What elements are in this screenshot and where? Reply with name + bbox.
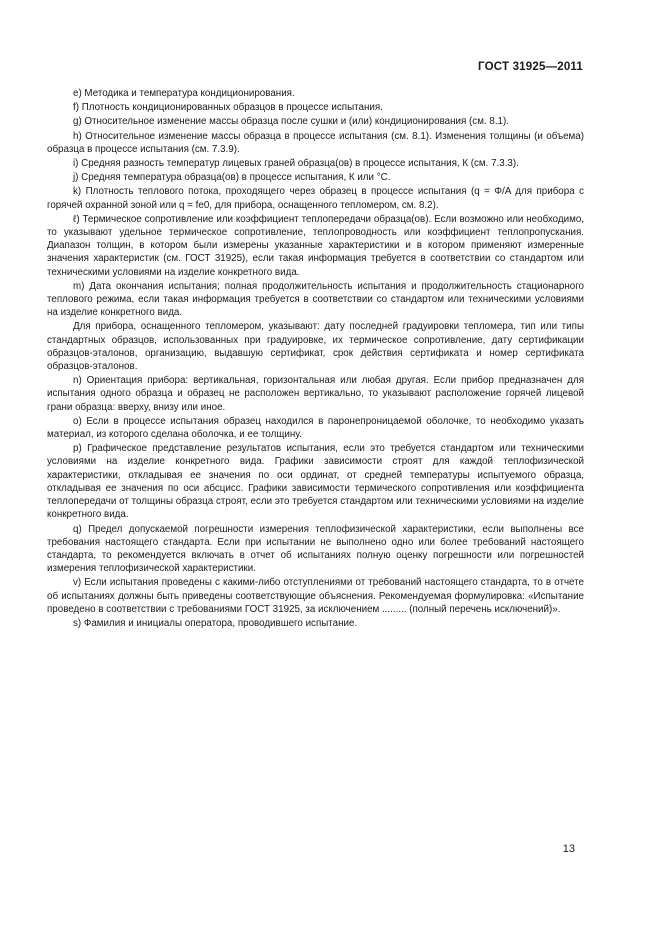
document-standard-header: ГОСТ 31925—2011 [478,61,583,73]
list-item-n: n) Ориентация прибора: вертикальная, горизонтальная или любая другая. Если прибор предназначен для испытания одного образца и образец не расположен вертикально, то указывают расположение горячей лицевой грани образца: вверху, внизу или иное. [47,375,584,413]
list-item-q: q) Предел допускаемой погрешности измерения теплофизической характеристики, если выполнены все требования настоящего стандарта. Если при испытании не выполнено одно или более требований настоящего стандарта, то рекомендуется включать в отчет об испытаниях полную оценку погрешности или погрешностей измерения теплофизической характеристики. [47,523,584,575]
list-item-h: h) Относительное изменение массы образца в процессе испытания (см. 8.1). Изменения толщины (и объема) образца в процессе испытания (см. 7.3.9). [47,130,584,155]
report-requirements-list [47,87,584,630]
list-item-f: f) Плотность кондиционированных образцов в процессе испытания. [73,102,383,114]
list-item-s: s) Фамилия и инициалы оператора, проводившего испытание. [73,617,358,629]
list-item-o: o) Если в процессе испытания образец находился в паронепроницаемой оболочке, то необходимо указать материал, из которого сделана оболочка, и ее толщину. [47,415,584,441]
list-item-k: k) Плотность теплового потока, проходящего через образец в процессе испытания (q = Φ/A для прибора с горячей охранной зоной или q = fe0, для прибора, оснащенного тепломером, см. 8.2). [47,186,584,211]
list-item-e: e) Методика и температура кондиционирования. [73,88,295,99]
list-item-m-continuation: Для прибора, оснащенного тепломером, указывают: дату последней градуировки тепломера, тип или типы стандартных образцов, использованных при градуировке, их термическое сопротивление, дату сертификации образцов-эталонов, организацию, выдавшую сертификат, срок действия сертификата и номер сертификата образцов-эталонов. [47,321,584,373]
list-item-p: p) Графическое представление результатов испытания, если это требуется стандартом или техническими условиями на изделие конкретного вида. Графики зависимости строят для каждой теплофизической характеристики, откладывая ее значения по оси ординат, от средней температуры испытуемого образца, откладывая ее значения по оси абсцисс. Графики зависимости термического сопротивления или коэффициента теплопередачи от толщины образца строят, если это требуется стандартом или техническими условиями на изделие конкретного вида. [47,443,584,521]
list-item-g: g) Относительное изменение массы образца после сушки и (или) кондиционирования (см. 8.1). [73,116,509,128]
list-item-j: j) Средняя температура образца(ов) в процессе испытания, К или °С. [73,172,391,184]
page-number: 13 [562,843,575,855]
list-item-m: m) Дата окончания испытания; полная продолжительность испытания и продолжительность стационарного теплового режима, если такая информация требуется в соответствии со стандартом или техническими условиями на изделие конкретного вида. [47,280,584,319]
list-item-i: i) Средняя разность температур лицевых граней образца(ов) в процессе испытания, К (см. 7.3.3). [73,158,519,170]
list-item-l: ℓ) Термическое сопротивление или коэффициент теплопередачи образца(ов). Если возможно или необходимо, то указывают удельное термическое сопротивление, теплопроводность или коэффициент теплопропускания. Диапазон толщин, в котором были измерены указанные характеристики и в котором применяют измеренные значения характеристик (см. ГОСТ 31925), если такая информация требуется в соответствии со стандартом или техническими условиями на изделие конкретного вида. [47,213,584,278]
list-item-v: v) Если испытания проведены с какими-либо отступлениями от требований настоящего стандарта, то в отчете об испытаниях должны быть приведены соответствующие объяснения. Рекомендуемая формулировка: «Испытание проведено в соответствии с требованиями ГОСТ 31925, за исключением ......... (полный перечень исключений)». [47,577,584,615]
